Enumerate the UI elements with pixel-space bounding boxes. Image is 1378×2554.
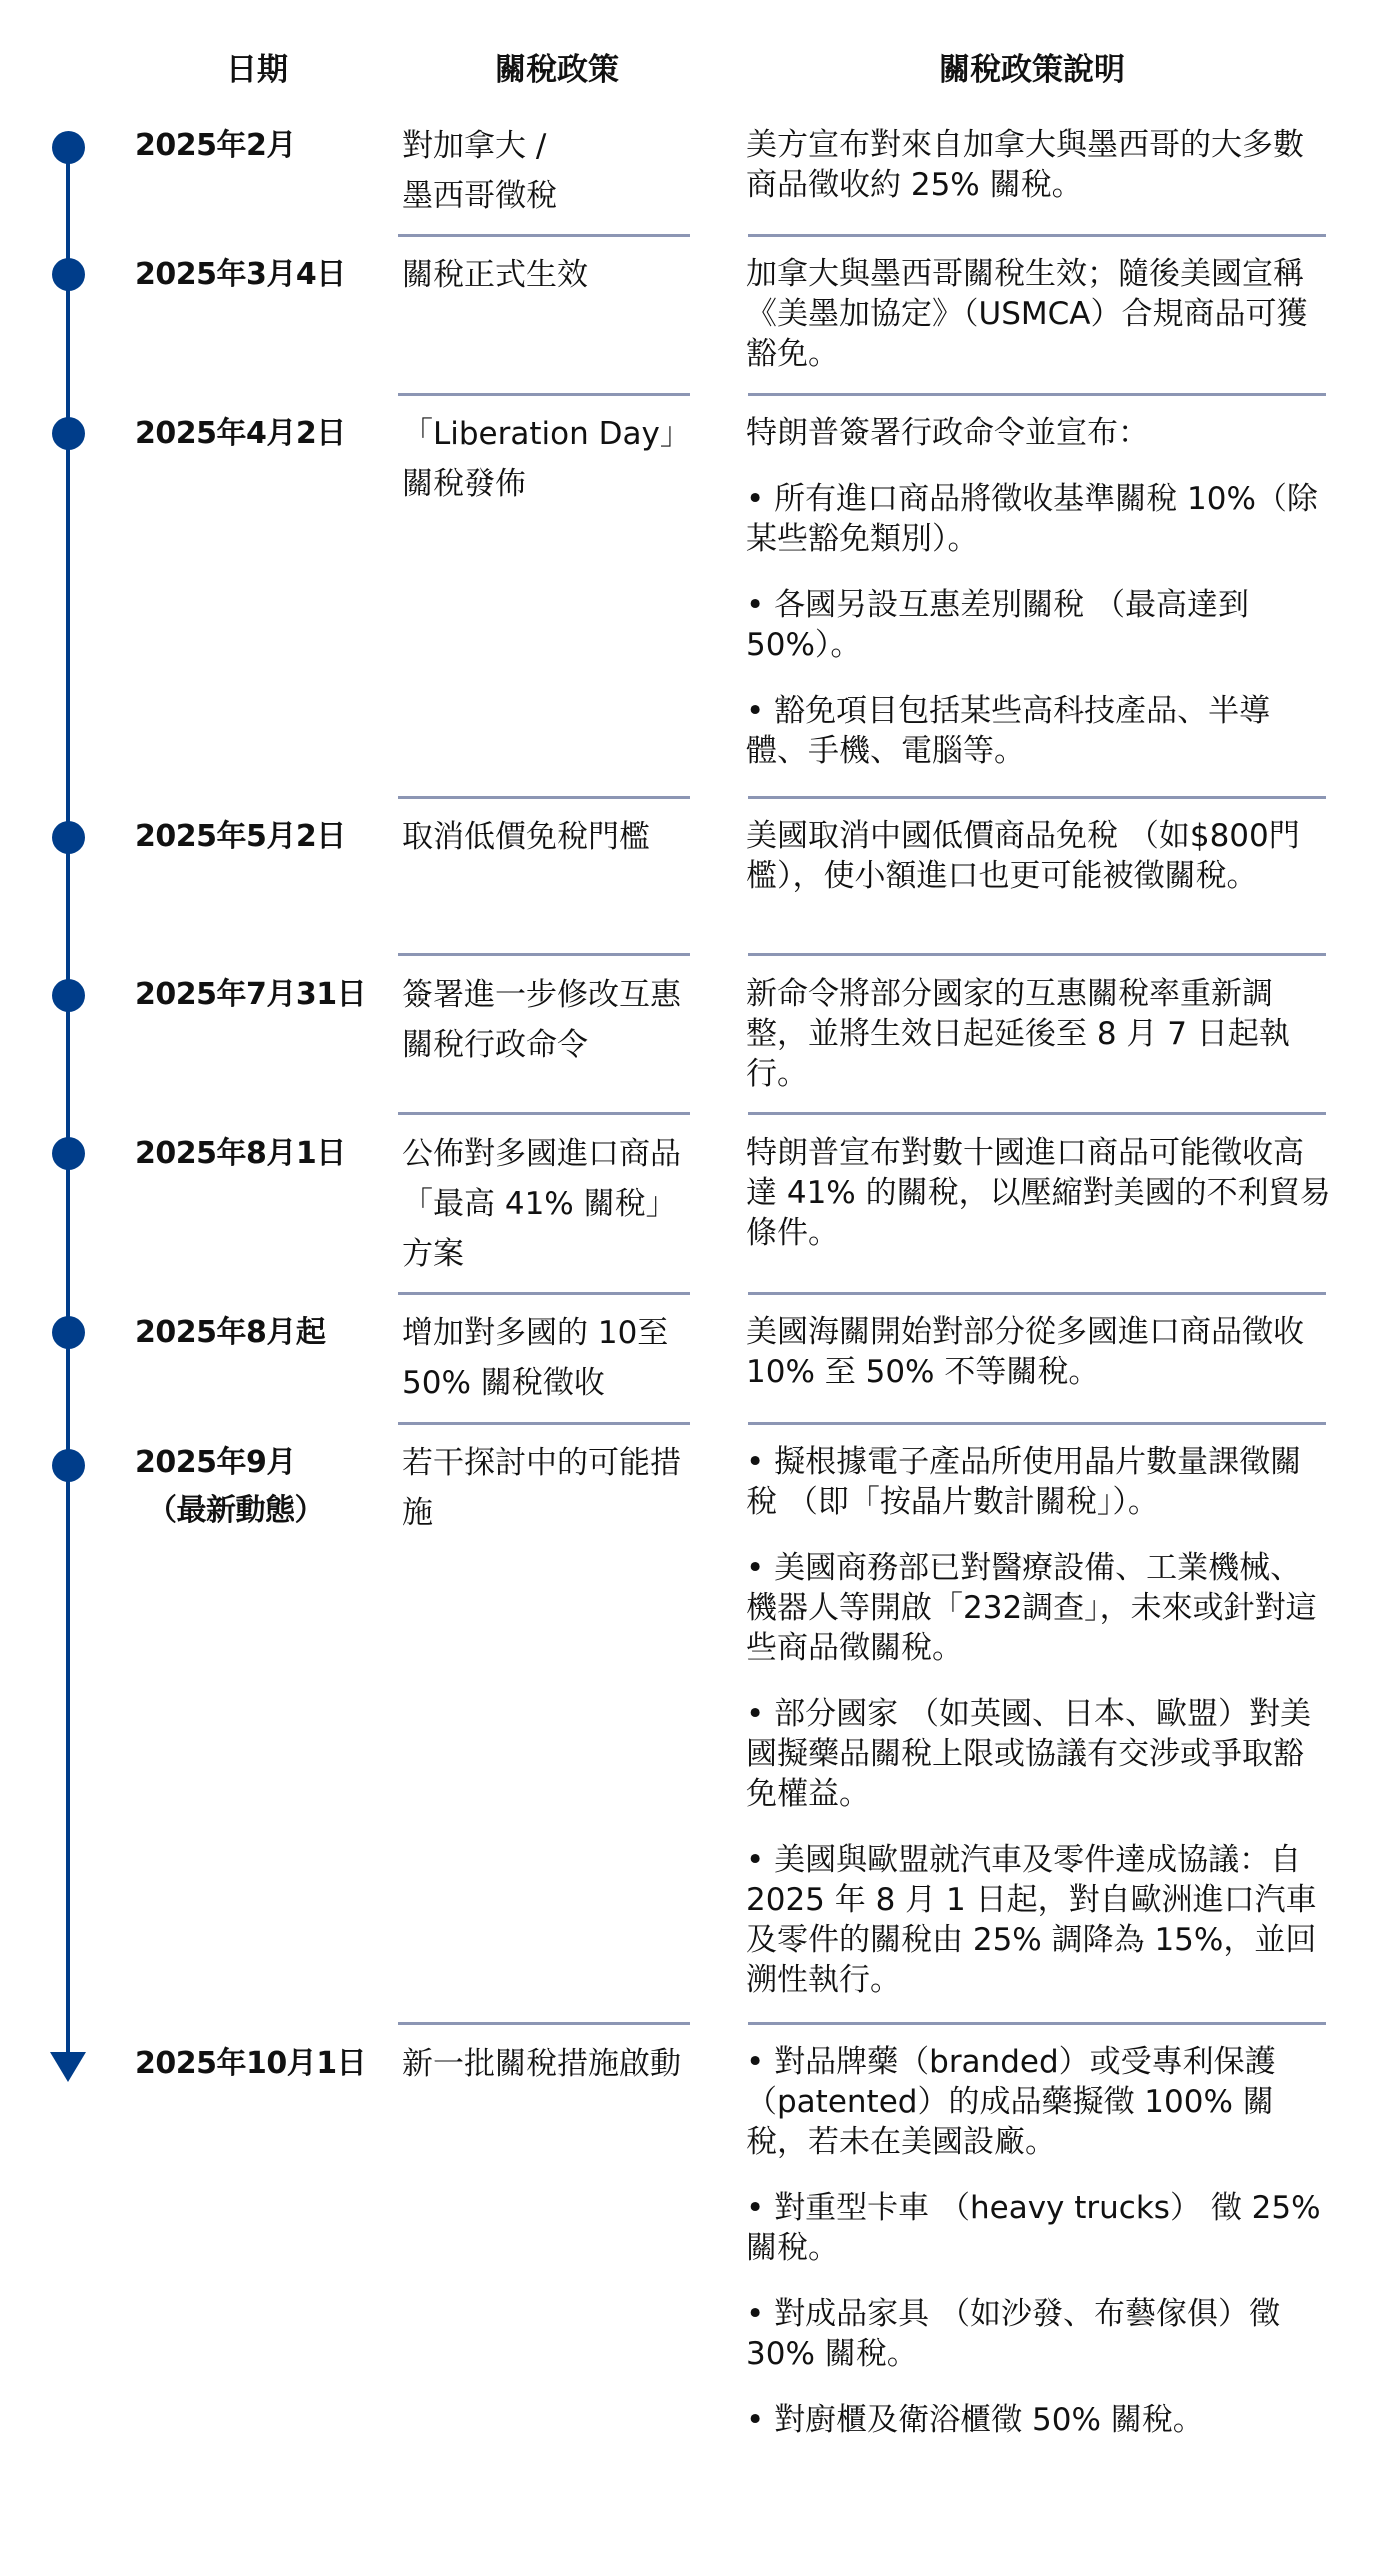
description-bullet: • 對品牌藥（branded）或受專利保護（patented）的成品藥擬徵 100% 關稅，若未在美國設廠。 bbox=[746, 2044, 1276, 2160]
timeline-dot bbox=[52, 1449, 85, 1482]
row-policy bbox=[402, 970, 707, 1070]
policy-line: 對加拿大 / bbox=[402, 128, 547, 164]
timeline-dot bbox=[52, 1316, 85, 1349]
row-policy bbox=[402, 250, 707, 300]
row-date: 2025年8月起 bbox=[135, 1315, 326, 1350]
row-date: 2025年8月1日 bbox=[135, 1136, 346, 1171]
row-description bbox=[746, 254, 1331, 374]
row-description bbox=[746, 2042, 1331, 2440]
timeline-dot bbox=[52, 1137, 85, 1170]
divider bbox=[398, 2022, 690, 2025]
description-paragraph: 加拿大與墨西哥關稅生效；隨後美國宣稱《美墨加協定》（USMCA）合規商品可獲豁免。 bbox=[746, 256, 1308, 372]
row-date: 2025年4月2日 bbox=[135, 416, 346, 451]
policy-line: 新一批關稅措施啟動 bbox=[402, 2046, 681, 2082]
timeline-dot bbox=[52, 417, 85, 450]
divider bbox=[398, 953, 690, 956]
description-bullet: • 美國商務部已對醫療設備、工業機械、機器人等開啟「232調查」，未來或針對這些商品徵關稅。 bbox=[746, 1550, 1317, 1666]
description-bullet: • 對廚櫃及衛浴櫃徵 50% 關稅。 bbox=[746, 2402, 1204, 2438]
row-description bbox=[746, 1133, 1331, 1253]
divider bbox=[398, 393, 690, 396]
row-date: 2025年5月2日 bbox=[135, 819, 346, 854]
policy-line: 施 bbox=[402, 1495, 433, 1531]
policy-line: 若干探討中的可能措 bbox=[402, 1445, 681, 1481]
row-date bbox=[135, 1439, 324, 1535]
description-bullet: • 對成品家具 （如沙發、布藝傢俱）徵 30% 關稅。 bbox=[746, 2296, 1280, 2372]
divider bbox=[398, 796, 690, 799]
row-date: 2025年7月31日 bbox=[135, 977, 367, 1012]
policy-line: 關稅行政命令 bbox=[402, 1027, 588, 1063]
description-paragraph: 美國取消中國低價商品免稅 （如$800門檻），使小額進口也更可能被徵關稅。 bbox=[746, 818, 1300, 894]
timeline-dot bbox=[52, 258, 85, 291]
row-date: 2025年10月1日 bbox=[135, 2046, 367, 2081]
divider bbox=[748, 1112, 1326, 1115]
date-text: 2025年9月 bbox=[135, 1445, 296, 1480]
policy-line: 方案 bbox=[402, 1236, 464, 1272]
policy-line: 公佈對多國進口商品 bbox=[402, 1136, 681, 1172]
row-date: 2025年3月4日 bbox=[135, 257, 346, 292]
row-policy bbox=[402, 1308, 707, 1408]
policy-line: 增加對多國的 10至 bbox=[402, 1315, 669, 1351]
row-date: 2025年2月 bbox=[135, 128, 296, 163]
description-bullet: • 擬根據電子產品所使用晶片數量課徵關稅 （即「按晶片數計關稅」）。 bbox=[746, 1444, 1302, 1520]
timeline-arrow-down-icon bbox=[50, 2052, 86, 2082]
divider bbox=[748, 393, 1326, 396]
policy-line: 簽署進一步修改互惠 bbox=[402, 977, 681, 1013]
policy-line: 關稅發佈 bbox=[402, 466, 526, 502]
policy-line: 50% 關稅徵收 bbox=[402, 1365, 605, 1401]
timeline-dot bbox=[52, 131, 85, 164]
description-bullet: • 美國與歐盟就汽車及零件達成協議：自 2025 年 8 月 1 日起，對自歐洲進口汽車及零件的關稅由 25% 調降為 15%，並回溯性執行。 bbox=[746, 1842, 1317, 1998]
divider bbox=[398, 1112, 690, 1115]
divider bbox=[398, 234, 690, 237]
divider bbox=[748, 953, 1326, 956]
description-paragraph: 新命令將部分國家的互惠關稅率重新調整，並將生效日起延後至 8 月 7 日起執行。 bbox=[746, 976, 1290, 1092]
row-policy bbox=[402, 409, 707, 509]
description-paragraph: 特朗普簽署行政命令並宣布： bbox=[746, 415, 1149, 451]
divider bbox=[748, 1422, 1326, 1425]
policy-line: 墨西哥徵稅 bbox=[402, 178, 557, 214]
description-paragraph: 美國海關開始對部分從多國進口商品徵收 10% 至 50% 不等關稅。 bbox=[746, 1314, 1304, 1390]
header-policy: 關稅政策 bbox=[495, 52, 619, 88]
timeline-dot bbox=[52, 821, 85, 854]
policy-line: 「最高 41% 關稅」 bbox=[402, 1186, 677, 1222]
timeline-dot bbox=[52, 979, 85, 1012]
description-paragraph: 特朗普宣布對數十國進口商品可能徵收高達 41% 的關稅，以壓縮對美國的不利貿易條件。 bbox=[746, 1135, 1331, 1251]
divider bbox=[398, 1292, 690, 1295]
header-description: 關稅政策說明 bbox=[939, 52, 1125, 88]
row-description bbox=[746, 816, 1331, 896]
row-policy bbox=[402, 2039, 707, 2089]
policy-line: 「Liberation Day」 bbox=[402, 416, 691, 452]
header-date: 日期 bbox=[226, 52, 288, 88]
description-bullet: • 所有進口商品將徵收基準關稅 10%（除某些豁免類別）。 bbox=[746, 481, 1318, 557]
policy-line: 取消低價免稅門檻 bbox=[402, 819, 650, 855]
row-policy bbox=[402, 1438, 707, 1538]
divider bbox=[398, 1422, 690, 1425]
description-bullet: • 各國另設互惠差別關稅 （最高達到 50%）。 bbox=[746, 587, 1249, 663]
policy-line: 關稅正式生效 bbox=[402, 257, 588, 293]
description-paragraph: 美方宣布對來自加拿大與墨西哥的大多數商品徵收約 25% 關稅。 bbox=[746, 127, 1304, 203]
row-policy bbox=[402, 121, 707, 221]
description-bullet: • 對重型卡車 （heavy trucks） 徵 25% 關稅。 bbox=[746, 2190, 1321, 2266]
row-description bbox=[746, 413, 1331, 771]
row-description bbox=[746, 1442, 1331, 2000]
row-description bbox=[746, 125, 1331, 205]
divider bbox=[748, 234, 1326, 237]
date-subtitle: （最新動態） bbox=[147, 1493, 324, 1528]
divider bbox=[748, 796, 1326, 799]
row-description bbox=[746, 1312, 1331, 1392]
row-policy bbox=[402, 812, 707, 862]
row-description bbox=[746, 974, 1331, 1094]
description-bullet: • 部分國家 （如英國、日本、歐盟）對美國擬藥品關稅上限或協議有交涉或爭取豁免權益。 bbox=[746, 1696, 1311, 1812]
description-bullet: • 豁免項目包括某些高科技產品、半導體、手機、電腦等。 bbox=[746, 693, 1271, 769]
row-policy bbox=[402, 1129, 707, 1279]
divider bbox=[748, 2022, 1326, 2025]
divider bbox=[748, 1292, 1326, 1295]
